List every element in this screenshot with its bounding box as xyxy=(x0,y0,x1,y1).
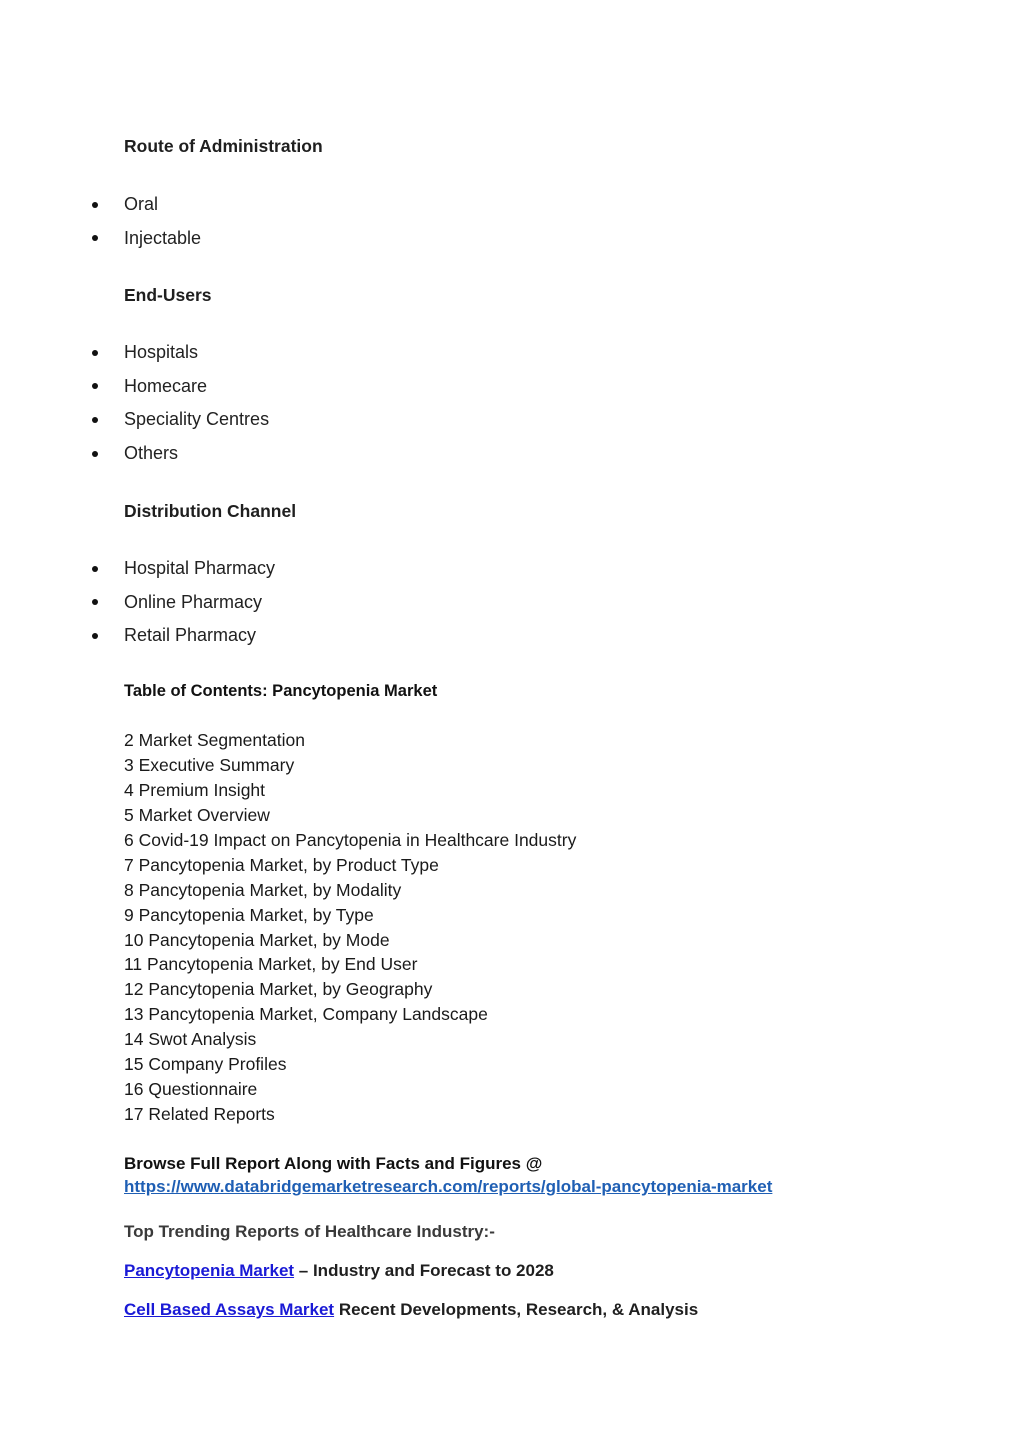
browse-report-block xyxy=(124,1152,772,1198)
list-item xyxy=(0,552,275,586)
trending-reports-heading: Top Trending Reports of Healthcare Industry:- xyxy=(124,1222,495,1241)
toc-item: 3 Executive Summary xyxy=(124,754,295,775)
toc-item: 11 Pancytopenia Market, by End User xyxy=(124,954,418,975)
toc-item: 17 Related Reports xyxy=(124,1104,275,1125)
bullet-icon xyxy=(92,383,98,389)
toc-item: 4 Premium Insight xyxy=(124,779,266,800)
bullet-icon xyxy=(92,599,98,605)
list-item xyxy=(0,586,275,620)
list-item-label: Speciality Centres xyxy=(124,409,270,430)
list-item-label: Hospitals xyxy=(124,342,199,362)
section-heading-distribution-channel: Distribution Channel xyxy=(124,501,297,521)
section-heading-end-users: End-Users xyxy=(124,285,212,305)
toc-item: 7 Pancytopenia Market, by Product Type xyxy=(124,854,439,875)
trending-report-item xyxy=(124,1300,698,1320)
list-item-label: Online Pharmacy xyxy=(124,591,263,612)
list-item-label: Oral xyxy=(124,194,159,214)
list-item-label: Homecare xyxy=(124,375,208,396)
trending-report-item xyxy=(124,1261,554,1281)
toc-item: 16 Questionnaire xyxy=(124,1079,258,1100)
list-item xyxy=(0,437,269,471)
list-item xyxy=(0,403,269,437)
end-users-list xyxy=(0,336,269,470)
trending-report-suffix: – Industry and Forecast to 2028 xyxy=(294,1261,554,1280)
toc-item: 13 Pancytopenia Market, Company Landscape xyxy=(124,1004,488,1025)
browse-report-text: Browse Full Report Along with Facts and Figures @ xyxy=(124,1154,543,1173)
bullet-icon xyxy=(92,417,98,423)
toc-item: 5 Market Overview xyxy=(124,804,270,825)
list-item xyxy=(0,222,201,256)
toc-item: 8 Pancytopenia Market, by Modality xyxy=(124,879,402,900)
toc-item: 15 Company Profiles xyxy=(124,1054,287,1075)
report-url-link[interactable]: https://www.databridgemarketresearch.com/reports/global-pancytopenia-market xyxy=(124,1177,773,1196)
list-item xyxy=(0,370,269,404)
bullet-icon xyxy=(92,451,98,457)
bullet-icon xyxy=(92,202,98,208)
toc-item: 2 Market Segmentation xyxy=(124,730,305,750)
bullet-icon xyxy=(92,566,98,572)
section-heading-route-of-administration: Route of Administration xyxy=(124,136,323,156)
toc-list xyxy=(124,728,576,1127)
cell-based-assays-market-link[interactable]: Cell Based Assays Market xyxy=(124,1300,335,1319)
list-item-label: Others xyxy=(124,442,179,463)
list-item xyxy=(0,619,275,653)
pancytopenia-market-link[interactable]: Pancytopenia Market xyxy=(124,1261,295,1280)
trending-report-suffix: Recent Developments, Research, & Analysis xyxy=(334,1300,699,1319)
bullet-icon xyxy=(92,235,98,241)
list-item-label: Retail Pharmacy xyxy=(124,625,257,646)
list-item xyxy=(0,336,269,370)
bullet-icon xyxy=(92,633,98,639)
list-item xyxy=(0,188,201,222)
list-item-label: Injectable xyxy=(124,227,202,248)
route-of-administration-list xyxy=(0,188,201,255)
toc-item: 12 Pancytopenia Market, by Geography xyxy=(124,979,433,1000)
toc-item: 6 Covid-19 Impact on Pancytopenia in Healthcare Industry xyxy=(124,829,577,850)
distribution-channel-list xyxy=(0,552,275,653)
toc-item: 14 Swot Analysis xyxy=(124,1029,257,1050)
toc-item: 9 Pancytopenia Market, by Type xyxy=(124,904,374,925)
toc-heading: Table of Contents: Pancytopenia Market xyxy=(124,682,438,700)
list-item-label: Hospital Pharmacy xyxy=(124,558,276,578)
bullet-icon xyxy=(92,350,98,356)
toc-item: 10 Pancytopenia Market, by Mode xyxy=(124,929,390,950)
